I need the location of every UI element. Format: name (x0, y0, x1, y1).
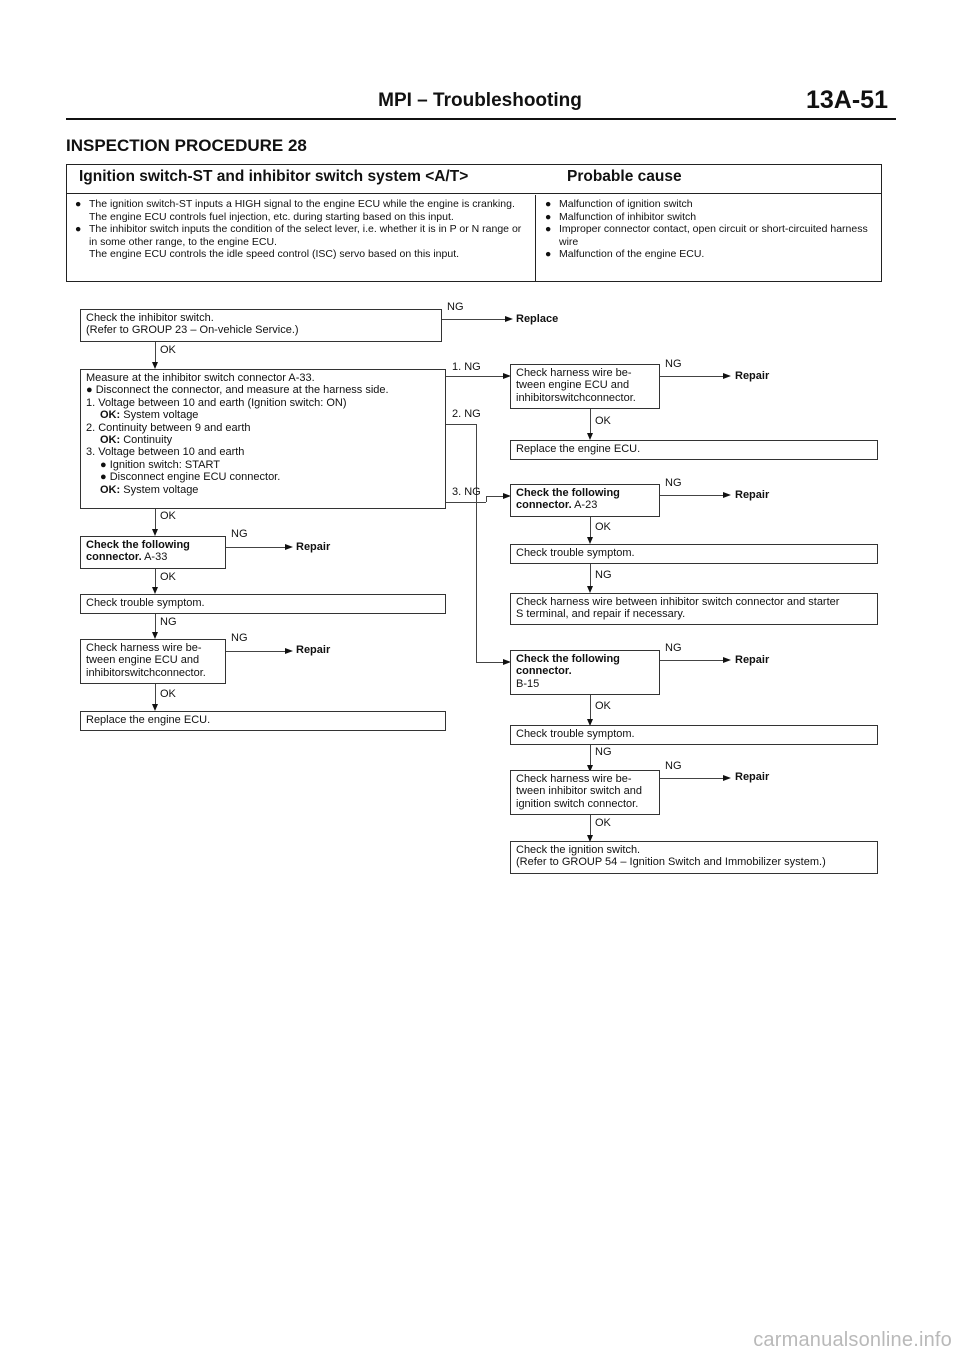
arrow-right-icon (505, 316, 513, 322)
step-check-inhibitor-switch: Check the inhibitor switch. (Refer to GROUP 23 – On-vehicle Service.) (80, 309, 442, 342)
cause-item: ● Improper connector contact, open circuit or short-circuited harness wire (545, 223, 868, 248)
probable-cause-list (543, 198, 873, 261)
connector-line (660, 495, 724, 496)
ok-label: OK (160, 688, 176, 700)
ng-label: NG (665, 642, 682, 654)
description-item: The engine ECU controls fuel injection, etc. during starting based on this input. (89, 210, 454, 223)
step-check-connector-a23: Check the following connector. A-23 (510, 484, 660, 517)
connector-line (442, 319, 506, 320)
result-repair: Repair (296, 644, 331, 656)
connector-line (660, 660, 724, 661)
table-column-divider (535, 195, 536, 281)
step-check-harness-ecu-inhibitor: Check harness wire be- tween engine ECU and inhibitorswitchconnector. (80, 639, 226, 684)
connector-line (486, 496, 504, 497)
connector-line (590, 409, 591, 435)
ok-label: OK (595, 521, 611, 533)
arrow-right-icon (723, 657, 731, 663)
table-divider (67, 193, 881, 194)
step-measure-inhibitor-connector: Measure at the inhibitor switch connector A-33. ● Disconnect the connector, and measure at the harness side. 1. Voltage between 10 and earth (Ignition switch: ON) OK: System voltage 2. Continuity between 9 and earth OK: Continuity 3. Voltage between 10 and earth ● Ignition switch: START ● Disconnect engine ECU connector. OK: System voltage (80, 369, 446, 509)
connector-line (226, 547, 286, 548)
result-repair: Repair (735, 771, 770, 783)
arrow-down-icon (152, 632, 158, 639)
connector-line (155, 569, 156, 589)
ok-label: OK (160, 344, 176, 356)
cause-item: ● Malfunction of inhibitor switch (545, 210, 697, 223)
probable-cause-heading: Probable cause (567, 168, 682, 185)
result-repair: Repair (296, 541, 331, 553)
ng-label: NG (665, 358, 682, 370)
arrow-right-icon (285, 544, 293, 550)
step-replace-engine-ecu: Replace the engine ECU. (80, 711, 446, 731)
connector-line (590, 517, 591, 539)
cause-item: ● Malfunction of the engine ECU. (545, 248, 705, 261)
procedure-title: INSPECTION PROCEDURE 28 (66, 136, 307, 155)
arrow-right-icon (723, 775, 731, 781)
connector-line (590, 564, 591, 588)
result-repair: Repair (735, 489, 770, 501)
connector-line (590, 745, 591, 767)
arrow-right-icon (723, 373, 731, 379)
arrow-right-icon (723, 492, 731, 498)
connector-line (155, 342, 156, 364)
ng-label: NG (160, 616, 177, 628)
header-rule (66, 118, 896, 120)
step-check-trouble-symptom-right-1: Check trouble symptom. (510, 544, 878, 564)
result-replace: Replace (516, 313, 559, 325)
page-header-title: MPI – Troubleshooting (378, 90, 582, 111)
step-check-ignition-switch: Check the ignition switch. (Refer to GROUP 54 – Ignition Switch and Immobilizer system.) (510, 841, 878, 874)
step-replace-engine-ecu-right: Replace the engine ECU. (510, 440, 878, 460)
arrow-down-icon (152, 587, 158, 594)
description-item: ● The ignition switch-ST inputs a HIGH signal to the engine ECU while the engine is cranking. (75, 198, 515, 210)
connector-line (660, 778, 724, 779)
arrow-down-icon (587, 586, 593, 593)
connector-line (590, 695, 591, 721)
ok-label: OK (595, 415, 611, 427)
ng-label: NG (595, 569, 612, 581)
arrow-down-icon (152, 529, 158, 536)
ng-label: NG (231, 528, 248, 540)
connector-line (226, 651, 286, 652)
ok-label: OK (160, 510, 176, 522)
step-check-trouble-symptom: Check trouble symptom. (80, 594, 446, 614)
connector-line (446, 424, 476, 425)
connector-line (155, 509, 156, 531)
step-check-trouble-symptom-right-2: Check trouble symptom. (510, 725, 878, 745)
ok-label: OK (160, 571, 176, 583)
step-check-harness-starter: Check harness wire between inhibitor switch connector and starter S terminal, and repair if necessary. (510, 593, 878, 625)
step-check-connector-a33: Check the following connector. A-33 (80, 536, 226, 569)
ng-label: NG (665, 477, 682, 489)
page-number: 13A-51 (806, 86, 888, 114)
connector-line (446, 376, 504, 377)
ng-label: NG (595, 746, 612, 758)
description-item: The engine ECU controls the idle speed control (ISC) servo based on this input. (89, 248, 460, 261)
arrow-right-icon (285, 648, 293, 654)
connector-line (660, 376, 724, 377)
ng-label: NG (447, 301, 464, 313)
connector-line (590, 815, 591, 837)
description-item: ● The inhibitor switch inputs the condition of the select lever, i.e. whether it is in P or N range or in some other range, to the engine ECU. (75, 223, 522, 248)
cause-item: ● Malfunction of ignition switch (545, 198, 693, 210)
ng-label: NG (665, 760, 682, 772)
step-check-harness-ecu-inhibitor-right: Check harness wire be- tween engine ECU and inhibitorswitchconnector. (510, 364, 660, 409)
connector-line (155, 614, 156, 634)
ng-branch-2: 2. NG (452, 408, 481, 420)
connector-line (446, 502, 486, 503)
connector-line (155, 684, 156, 706)
watermark: carmanualsonline.info (753, 1329, 952, 1351)
cause-table (66, 164, 882, 282)
ok-label: OK (595, 700, 611, 712)
system-description (73, 198, 527, 261)
result-repair: Repair (735, 370, 770, 382)
arrow-down-icon (152, 362, 158, 369)
ng-label: NG (231, 632, 248, 644)
ng-branch-3: 3. NG (452, 486, 481, 498)
arrow-down-icon (587, 537, 593, 544)
step-check-harness-inhibitor-ignition: Check harness wire be- tween inhibitor switch and ignition switch connector. (510, 770, 660, 815)
connector-line (476, 662, 504, 663)
arrow-down-icon (152, 704, 158, 711)
step-check-connector-b15: Check the following connector. B-15 (510, 650, 660, 695)
arrow-down-icon (587, 433, 593, 440)
ng-branch-1: 1. NG (452, 361, 481, 373)
result-repair: Repair (735, 654, 770, 666)
ok-label: OK (595, 817, 611, 829)
system-heading: Ignition switch-ST and inhibitor switch system <A/T> (79, 168, 469, 185)
connector-line (476, 424, 477, 662)
